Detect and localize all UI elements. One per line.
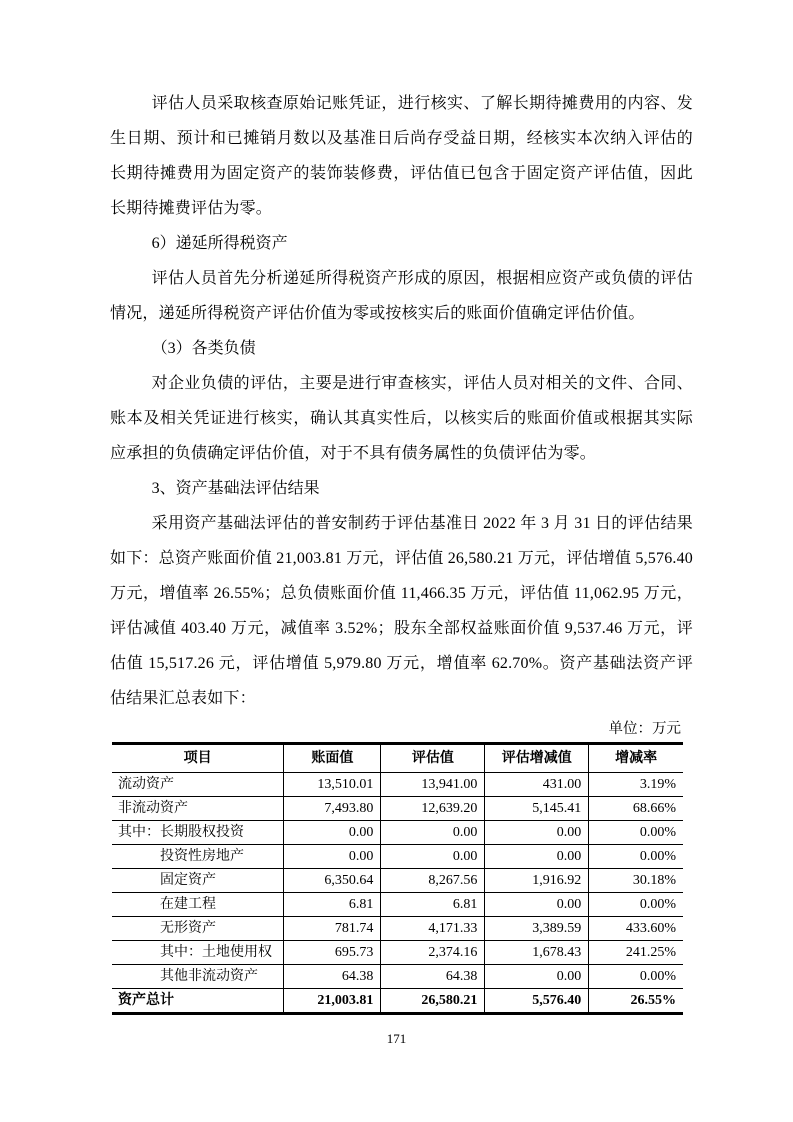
- cell-appraised-value: 8,267.56: [381, 869, 485, 893]
- cell-change-value: 5,145.41: [485, 797, 589, 821]
- page-number: 171: [386, 1031, 407, 1046]
- table-row-land-use-rights: [112, 941, 683, 965]
- cell-book-value: 6.81: [284, 893, 381, 917]
- table-row-non-current-assets: [112, 797, 683, 821]
- cell-book-value: 64.38: [284, 965, 381, 989]
- cell-item: 非流动资产: [112, 797, 284, 821]
- cell-item: 其中：土地使用权: [112, 941, 284, 965]
- cell-appraised-value: 2,374.16: [381, 941, 485, 965]
- cell-change-value: 1,916.92: [485, 869, 589, 893]
- section-heading-asset-based-result: 3、资产基础法评估结果: [151, 480, 320, 497]
- cell-change-rate: 0.00%: [589, 845, 683, 869]
- header-change-rate: 增减率: [589, 744, 683, 773]
- cell-change-value: 0.00: [485, 893, 589, 917]
- cell-change-rate: 241.25%: [589, 941, 683, 965]
- unit-label: 单位：万元: [608, 721, 681, 737]
- cell-appraised-value: 0.00: [381, 821, 485, 845]
- cell-change-value: 0.00: [485, 965, 589, 989]
- header-appraised-value: 评估值: [381, 744, 485, 773]
- cell-book-value: 0.00: [284, 821, 381, 845]
- cell-item: 流动资产: [112, 773, 284, 797]
- cell-item: 投资性房地产: [112, 845, 284, 869]
- cell-change-rate: 68.66%: [589, 797, 683, 821]
- cell-item: 其中：长期股权投资: [112, 821, 284, 845]
- paragraph-deferred-tax-assets: 评估人员首先分析递延所得税资产形成的原因，根据相应资产或负债的评估情况，递延所得税资产评估价值为零或按核实后的账面价值确定评估价值。: [110, 270, 693, 322]
- cell-change-rate: 26.55%: [589, 989, 683, 1014]
- cell-change-rate: 30.18%: [589, 869, 683, 893]
- cell-change-rate: 0.00%: [589, 893, 683, 917]
- cell-book-value: 21,003.81: [284, 989, 381, 1014]
- cell-appraised-value: 26,580.21: [381, 989, 485, 1014]
- cell-book-value: 6,350.64: [284, 869, 381, 893]
- table-row-other-non-current-assets: [112, 965, 683, 989]
- table-row-long-term-equity-investment: [112, 821, 683, 845]
- cell-appraised-value: 4,171.33: [381, 917, 485, 941]
- header-book-value: 账面值: [284, 744, 381, 773]
- cell-appraised-value: 13,941.00: [381, 773, 485, 797]
- cell-item: 资产总计: [112, 989, 284, 1014]
- cell-appraised-value: 0.00: [381, 845, 485, 869]
- cell-book-value: 695.73: [284, 941, 381, 965]
- paragraph-long-term-deferred-expense: 评估人员采取核查原始记账凭证，进行核实、了解长期待摊费用的内容、发生日期、预计和已摊销月数以及基准日后尚存受益日期，经核实本次纳入评估的长期待摊费用为固定资产的装饰装修费，评估值已包含于固定资产评估值，因此长期待摊费评估为零。: [110, 95, 693, 217]
- table-row-investment-property: [112, 845, 683, 869]
- table-row-total-assets: [112, 989, 683, 1014]
- header-item: 项目: [112, 744, 284, 773]
- cell-change-value: 3,389.59: [485, 917, 589, 941]
- cell-change-value: 1,678.43: [485, 941, 589, 965]
- cell-change-value: 0.00: [485, 821, 589, 845]
- cell-change-value: 5,576.40: [485, 989, 589, 1014]
- table-row-current-assets: [112, 773, 683, 797]
- cell-change-rate: 0.00%: [589, 821, 683, 845]
- header-change-value: 评估增减值: [485, 744, 589, 773]
- cell-book-value: 0.00: [284, 845, 381, 869]
- cell-item: 固定资产: [112, 869, 284, 893]
- cell-appraised-value: 6.81: [381, 893, 485, 917]
- cell-appraised-value: 12,639.20: [381, 797, 485, 821]
- paragraph-asset-based-result: 采用资产基础法评估的普安制药于评估基准日 2022 年 3 月 31 日的评估结果如下：总资产账面价值 21,003.81 万元，评估值 26,580.21 万元，评估增值 5,576.40 万元，增值率 26.55%；总负债账面价值 11,466.35 万元，评估值 11,062.95 万元，评估减值 403.40 万元，减值率 3.52%；股东全部权益账面价值 9,537.46 万元，评估值 15,517.26 元，评估增值 5,979.80 万元，增值率 62.70%。资产基础法资产评估结果汇总表如下：: [110, 515, 693, 707]
- table-row-intangible-assets: [112, 917, 683, 941]
- section-heading-liabilities: （3）各类负债: [151, 340, 256, 357]
- cell-book-value: 7,493.80: [284, 797, 381, 821]
- asset-valuation-summary-table: [112, 742, 683, 1015]
- cell-change-value: 431.00: [485, 773, 589, 797]
- cell-change-rate: 433.60%: [589, 917, 683, 941]
- table-row-fixed-assets: [112, 869, 683, 893]
- cell-change-value: 0.00: [485, 845, 589, 869]
- cell-appraised-value: 64.38: [381, 965, 485, 989]
- cell-book-value: 781.74: [284, 917, 381, 941]
- section-heading-deferred-tax-assets: 6）递延所得税资产: [151, 235, 288, 252]
- cell-item: 其他非流动资产: [112, 965, 284, 989]
- cell-book-value: 13,510.01: [284, 773, 381, 797]
- paragraph-liabilities: 对企业负债的评估，主要是进行审查核实，评估人员对相关的文件、合同、账本及相关凭证进行核实，确认其真实性后，以核实后的账面价值或根据其实际应承担的负债确定评估价值，对于不具有债务属性的负债评估为零。: [110, 375, 693, 462]
- cell-change-rate: 0.00%: [589, 965, 683, 989]
- cell-change-rate: 3.19%: [589, 773, 683, 797]
- table-header-row: [112, 744, 683, 773]
- table-row-construction-in-progress: [112, 893, 683, 917]
- cell-item: 无形资产: [112, 917, 284, 941]
- cell-item: 在建工程: [112, 893, 284, 917]
